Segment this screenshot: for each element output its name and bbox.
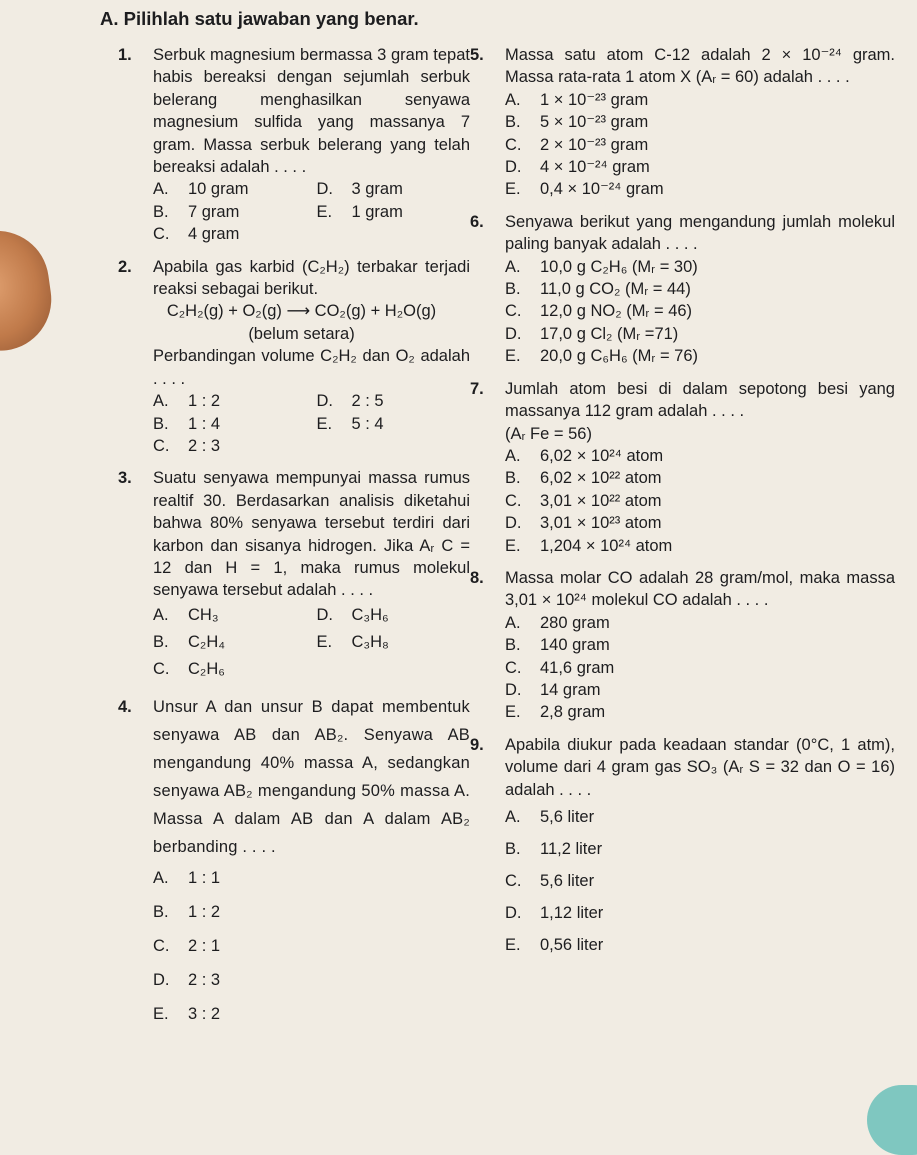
option-text: 11,2 liter xyxy=(540,840,603,858)
option-letter: A. xyxy=(505,446,521,465)
option-e[interactable] xyxy=(317,201,471,223)
options xyxy=(153,390,470,457)
option-letter: C. xyxy=(505,872,522,890)
option-text: 4 gram xyxy=(188,225,240,244)
option-a[interactable] xyxy=(505,89,895,111)
option-letter: D. xyxy=(505,904,522,922)
question-3 xyxy=(118,467,470,682)
option-letter: C. xyxy=(505,302,522,321)
option-letter: E. xyxy=(316,202,333,221)
question-1 xyxy=(118,44,470,246)
option-letter: C. xyxy=(505,491,522,510)
question-stem-continued: Perbandingan volume C₂H₂ dan O₂ adalah . . . . xyxy=(153,347,470,388)
option-text: 0,56 liter xyxy=(540,936,604,954)
option-text: C₃H₆ xyxy=(351,605,389,624)
options xyxy=(505,89,895,201)
option-d[interactable] xyxy=(317,390,471,412)
option-e[interactable] xyxy=(505,929,895,961)
option-text: 20,0 g C₆H₆ (Mᵣ = 76) xyxy=(540,347,699,366)
option-text: 140 gram xyxy=(540,636,610,655)
option-text: 1 : 4 xyxy=(188,414,221,433)
question-5 xyxy=(470,44,895,201)
option-text: 2,8 gram xyxy=(540,703,606,722)
option-d[interactable] xyxy=(505,897,895,929)
option-text: 1 : 1 xyxy=(188,868,221,887)
question-number: 5. xyxy=(470,46,484,64)
options xyxy=(505,256,895,368)
option-a[interactable] xyxy=(505,445,895,467)
option-text: 10 gram xyxy=(188,180,249,199)
option-text: 1,12 liter xyxy=(540,904,604,922)
option-text: 41,6 gram xyxy=(540,658,615,677)
option-e[interactable] xyxy=(505,701,895,723)
option-a[interactable] xyxy=(505,801,895,833)
option-text: 6,02 × 10²² atom xyxy=(540,469,662,488)
option-text: 5 : 4 xyxy=(351,414,384,433)
option-letter: D. xyxy=(505,158,522,177)
option-text: 11,0 g CO₂ (Mᵣ = 44) xyxy=(540,280,691,299)
option-letter: E. xyxy=(505,936,521,954)
option-b[interactable] xyxy=(153,895,470,929)
option-letter: A. xyxy=(153,392,169,411)
option-text: 2 : 5 xyxy=(351,392,384,411)
option-letter: C. xyxy=(505,658,522,677)
options xyxy=(505,801,895,961)
option-text: 3 : 2 xyxy=(188,1004,221,1023)
option-b[interactable] xyxy=(505,634,895,656)
option-a[interactable] xyxy=(153,861,470,895)
option-letter: E. xyxy=(505,347,521,366)
option-letter: A. xyxy=(153,605,169,624)
option-letter: C. xyxy=(153,436,170,455)
option-a[interactable] xyxy=(505,612,895,634)
option-d[interactable] xyxy=(153,963,470,997)
option-letter: A. xyxy=(505,613,521,632)
option-letter: B. xyxy=(505,840,521,858)
question-2 xyxy=(118,256,470,458)
question-number: 2. xyxy=(118,257,132,276)
options xyxy=(505,445,895,557)
option-letter: B. xyxy=(505,113,521,132)
option-a[interactable] xyxy=(153,178,307,200)
option-a[interactable] xyxy=(153,602,307,629)
option-a[interactable] xyxy=(505,256,895,278)
option-b[interactable] xyxy=(505,833,895,865)
option-d[interactable] xyxy=(505,156,895,178)
option-b[interactable] xyxy=(153,629,307,656)
question-number: 8. xyxy=(470,568,484,587)
question-stem: Massa satu atom C-12 adalah 2 × 10⁻²⁴ gram. Massa rata-rata 1 atom X (Aᵣ = 60) adalah . . . . xyxy=(505,46,895,87)
option-letter: A. xyxy=(505,90,521,109)
option-text: C₂H₆ xyxy=(188,659,225,678)
option-letter: E. xyxy=(153,1004,169,1023)
option-c[interactable] xyxy=(505,300,895,322)
option-text: 1 : 2 xyxy=(188,902,221,921)
question-stem: Apabila diukur pada keadaan standar (0°C, 1 atm), volume dari 4 gram gas SO₃ (Aᵣ S = 32 dan O = 16) adalah . . . . xyxy=(505,735,895,799)
option-b[interactable] xyxy=(153,201,307,223)
option-text: 1 × 10⁻²³ gram xyxy=(540,90,649,109)
option-text: CH₃ xyxy=(188,605,219,624)
option-letter: A. xyxy=(505,257,521,276)
option-e[interactable] xyxy=(505,178,895,200)
option-text: 3,01 × 10²³ atom xyxy=(540,514,662,533)
option-d[interactable] xyxy=(505,323,895,345)
option-text: 2 : 3 xyxy=(188,436,221,455)
question-number: 3. xyxy=(118,469,132,488)
option-letter: B. xyxy=(505,469,521,488)
option-e[interactable] xyxy=(317,413,471,435)
option-text: 2 : 3 xyxy=(188,970,221,989)
option-letter: C. xyxy=(153,225,170,244)
option-letter: E. xyxy=(505,180,521,199)
question-number: 9. xyxy=(470,735,484,754)
option-letter: D. xyxy=(316,605,333,624)
option-c[interactable] xyxy=(153,435,307,457)
option-b[interactable] xyxy=(505,278,895,300)
option-text: 1 gram xyxy=(351,202,403,221)
option-text: 10,0 g C₂H₆ (Mᵣ = 30) xyxy=(540,257,698,276)
option-letter: B. xyxy=(153,414,169,433)
option-text: 12,0 g NO₂ (Mᵣ = 46) xyxy=(540,302,693,321)
option-c[interactable] xyxy=(153,929,470,963)
option-text: 0,4 × 10⁻²⁴ gram xyxy=(540,180,664,199)
option-b[interactable] xyxy=(153,413,307,435)
option-e[interactable] xyxy=(317,629,471,656)
option-d[interactable] xyxy=(317,602,471,629)
option-text: C₂H₄ xyxy=(188,632,225,651)
option-c[interactable] xyxy=(505,490,895,512)
option-letter: C. xyxy=(153,659,170,678)
option-text: 7 gram xyxy=(188,202,240,221)
option-d[interactable] xyxy=(317,178,471,200)
option-b[interactable] xyxy=(505,467,895,489)
question-8 xyxy=(470,567,895,724)
reaction-equation: C₂H₂(g) + O₂(g) ⟶ CO₂(g) + H₂O(g) (belum setara) xyxy=(166,302,437,343)
option-letter: E. xyxy=(316,632,333,651)
section-title: A. Pilihlah satu jawaban yang benar. xyxy=(100,8,419,29)
option-letter: A. xyxy=(505,808,521,826)
option-letter: D. xyxy=(153,970,170,989)
option-c[interactable] xyxy=(505,657,895,679)
option-letter: E. xyxy=(505,703,521,722)
option-c[interactable] xyxy=(505,134,895,156)
option-text: 2 × 10⁻²³ gram xyxy=(540,135,649,154)
question-stem: Senyawa berikut yang mengandung jumlah molekul paling banyak adalah . . . . xyxy=(505,212,895,254)
option-text: 5,6 liter xyxy=(540,872,595,890)
option-text: 6,02 × 10²⁴ atom xyxy=(540,446,664,465)
option-letter: D. xyxy=(505,514,522,533)
option-e[interactable] xyxy=(505,345,895,367)
option-text: C₃H₈ xyxy=(351,632,389,651)
option-a[interactable] xyxy=(153,390,307,412)
options xyxy=(153,602,470,683)
option-letter: E. xyxy=(316,414,333,433)
thumb-in-photo xyxy=(0,224,58,355)
question-number: 4. xyxy=(118,697,132,716)
question-number: 1. xyxy=(118,46,132,64)
option-c[interactable] xyxy=(505,865,895,897)
question-4 xyxy=(118,693,470,1031)
options xyxy=(153,861,470,1031)
option-letter: B. xyxy=(153,202,169,221)
option-letter: B. xyxy=(505,636,521,655)
option-text: 5,6 liter xyxy=(540,808,595,826)
option-text: 1,204 × 10²⁴ atom xyxy=(540,536,673,555)
option-d[interactable] xyxy=(505,512,895,534)
question-stem: Massa molar CO adalah 28 gram/mol, maka massa 3,01 × 10²⁴ molekul CO adalah . . . . xyxy=(505,568,895,610)
option-letter: D. xyxy=(505,680,522,699)
question-stem: Jumlah atom besi di dalam sepotong besi yang massanya 112 gram adalah . . . . (Aᵣ Fe = 56) xyxy=(505,379,895,443)
options xyxy=(505,612,895,724)
option-text: 280 gram xyxy=(540,613,610,632)
option-text: 3 gram xyxy=(351,180,403,199)
background-object xyxy=(867,1085,917,1155)
question-stem: Apabila gas karbid (C₂H₂) terbakar terjadi reaksi sebagai berikut. xyxy=(153,257,470,299)
option-letter: D. xyxy=(316,392,333,411)
question-stem: Serbuk magnesium bermassa 3 gram tepat habis bereaksi dengan sejumlah serbuk belerang menghasilkan senyawa magnesium sulfida yang massanya 7 gram. Massa serbuk belerang yang telah bereaksi adalah . . . . xyxy=(153,46,470,177)
option-letter: A. xyxy=(153,868,169,887)
question-number: 7. xyxy=(470,379,484,398)
right-column xyxy=(470,44,895,971)
option-letter: A. xyxy=(153,180,169,199)
option-letter: D. xyxy=(316,180,333,199)
option-letter: C. xyxy=(505,135,522,154)
option-b[interactable] xyxy=(505,111,895,133)
option-letter: B. xyxy=(153,902,169,921)
question-9 xyxy=(470,734,895,961)
option-letter: C. xyxy=(153,936,170,955)
option-e[interactable] xyxy=(153,997,470,1031)
option-c[interactable] xyxy=(153,656,307,683)
question-number: 6. xyxy=(470,212,484,231)
question-7 xyxy=(470,378,895,557)
option-text: 1 : 2 xyxy=(188,392,221,411)
option-text: 4 × 10⁻²⁴ gram xyxy=(540,158,650,177)
option-text: 2 : 1 xyxy=(188,936,221,955)
option-e[interactable] xyxy=(505,535,895,557)
option-text: 5 × 10⁻²³ gram xyxy=(540,113,649,132)
left-column xyxy=(118,44,470,1041)
option-letter: E. xyxy=(505,536,521,555)
option-letter: B. xyxy=(153,632,169,651)
question-6 xyxy=(470,211,895,368)
option-text: 14 gram xyxy=(540,680,601,699)
option-text: 3,01 × 10²² atom xyxy=(540,491,662,510)
options xyxy=(153,178,470,245)
question-stem: Unsur A dan unsur B dapat membentuk senyawa AB dan AB₂. Senyawa AB mengandung 40% massa A, sedangkan senyawa AB₂ mengandung 50% massa A. Massa A dalam AB dan A dalam AB₂ berbanding . . . . xyxy=(153,697,470,856)
option-text: 17,0 g Cl₂ (Mᵣ =71) xyxy=(540,324,679,343)
option-letter: B. xyxy=(505,280,521,299)
option-letter: D. xyxy=(505,324,522,343)
question-stem: Suatu senyawa mempunyai massa rumus realtif 30. Berdasarkan analisis diketahui bahwa 80% senyawa tersebut terdiri dari karbon dan sisanya hidrogen. Jika Aᵣ C = 12 dan H = 1, maka rumus molekul senyawa tersebut adalah . . . . xyxy=(153,469,470,600)
option-c[interactable] xyxy=(153,223,307,245)
option-d[interactable] xyxy=(505,679,895,701)
